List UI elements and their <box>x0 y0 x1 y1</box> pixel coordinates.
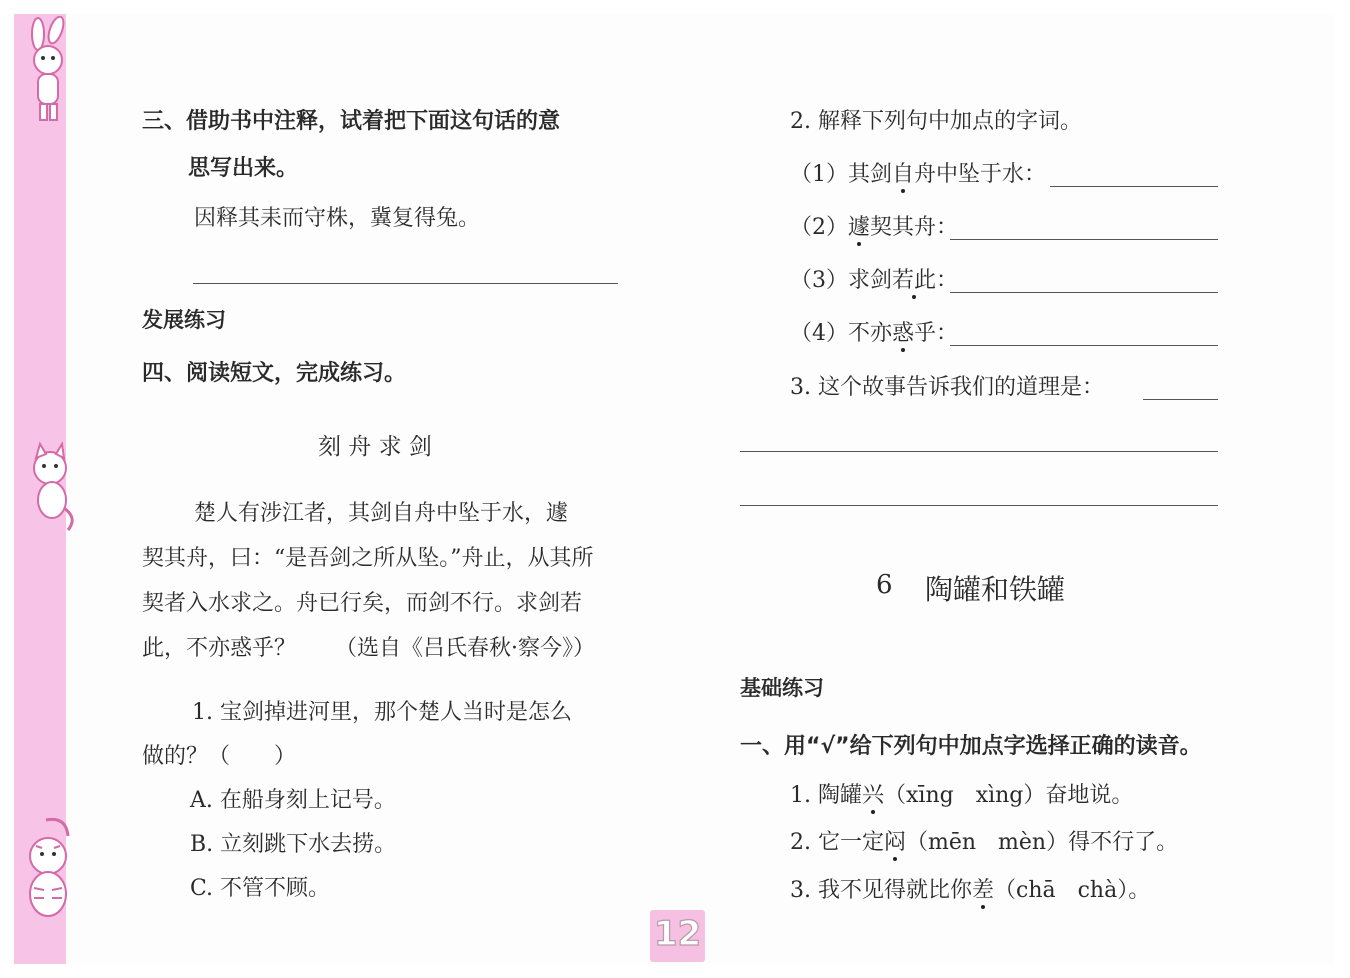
option-a: A. 在船身刻上记号。 <box>190 788 396 813</box>
q2-item-post: 舟中坠于水： <box>914 162 1047 187</box>
story-line: 此，不亦惑乎？ <box>142 636 297 661</box>
q2-item-post: 乎： <box>914 321 959 346</box>
item-pre: 1. 陶罐 <box>790 783 862 808</box>
dotted-char: 差 <box>971 878 994 903</box>
question3-title: 3. 这个故事告诉我们的道理是： <box>790 375 1104 400</box>
item-pre: 3. 我不见得就比你 <box>790 878 972 903</box>
section3-title: 三、借助书中注释，试着把下面这句话的意 <box>142 109 561 134</box>
basic-practice-heading: 基础练习 <box>740 676 824 700</box>
story-line: 契者入水求之。舟已行矣，而剑不行。求剑若 <box>142 591 583 616</box>
tiger-mascot-icon <box>16 816 86 926</box>
q2-item-pre: （1）其剑 <box>790 162 892 187</box>
story-line: 楚人有涉江者，其剑自舟中坠于水，遽 <box>194 501 569 526</box>
q2-item <box>790 210 958 241</box>
section3-title-cont: 思写出来。 <box>188 156 299 181</box>
dotted-char: 自 <box>892 162 915 187</box>
q2-item-pre: （4）不亦 <box>790 321 892 346</box>
story-source: （选自《吕氏春秋·察今》） <box>335 636 595 661</box>
story-title: 刻 舟 求 剑 <box>318 434 432 460</box>
answer-line <box>1050 186 1218 187</box>
option-b: B. 立刻跳下水去捞。 <box>190 832 397 857</box>
item-pre: 2. 它一定 <box>790 830 884 855</box>
answer-line <box>950 292 1218 293</box>
dotted-char: 兴 <box>861 783 884 808</box>
page-number: 12 <box>653 914 702 954</box>
story-line: 契其舟，曰：“是吾剑之所从坠。”舟止，从其所 <box>142 546 594 571</box>
question1-line2: 做的？（ ） <box>142 744 297 769</box>
dotted-char: 闷 <box>883 830 906 855</box>
dev-practice-heading: 发展练习 <box>142 308 226 332</box>
question2-title: 2. 解释下列句中加点的字词。 <box>790 109 1082 134</box>
sec1-title: 一、用“√”给下列句中加点字选择正确的读音。 <box>740 734 1202 759</box>
q2-item-post: 契其舟： <box>870 215 959 240</box>
answer-line <box>950 239 1218 240</box>
answer-line <box>950 345 1218 346</box>
answer-line <box>740 505 1218 506</box>
item-post: （xīng xìng）奋地说。 <box>884 783 1134 808</box>
q2-item-pre: （2） <box>790 215 848 240</box>
q2-item-pre: （3）求剑 <box>790 268 892 293</box>
q2-item <box>790 157 1046 188</box>
lesson-title: 陶罐和铁罐 <box>925 573 1066 606</box>
option-c: C. 不管不顾。 <box>190 876 331 901</box>
q2-item-post: ： <box>936 268 959 293</box>
pronunciation-item <box>790 778 1133 809</box>
pronunciation-item <box>790 825 1178 856</box>
q2-item <box>790 263 958 294</box>
question1-line1: 1. 宝剑掉进河里，那个楚人当时是怎么 <box>192 700 572 725</box>
lesson-number: 6 <box>876 570 893 600</box>
answer-line <box>193 283 618 284</box>
dotted-char: 遽 <box>848 215 871 240</box>
item-post: （mēn mèn）得不行了。 <box>906 830 1179 855</box>
answer-line <box>740 451 1218 452</box>
answer-line <box>1143 399 1218 400</box>
dotted-chars: 若此 <box>892 268 937 293</box>
pronunciation-item <box>790 873 1150 904</box>
q2-item <box>790 316 958 347</box>
dotted-char: 惑 <box>892 321 915 346</box>
section3-sentence: 因释其耒而守株，冀复得兔。 <box>194 206 481 231</box>
cat-mascot-icon <box>16 438 86 548</box>
section4-title: 四、阅读短文，完成练习。 <box>142 361 407 386</box>
rabbit-mascot-icon <box>16 16 86 126</box>
item-post: （chā chà）。 <box>994 878 1151 903</box>
